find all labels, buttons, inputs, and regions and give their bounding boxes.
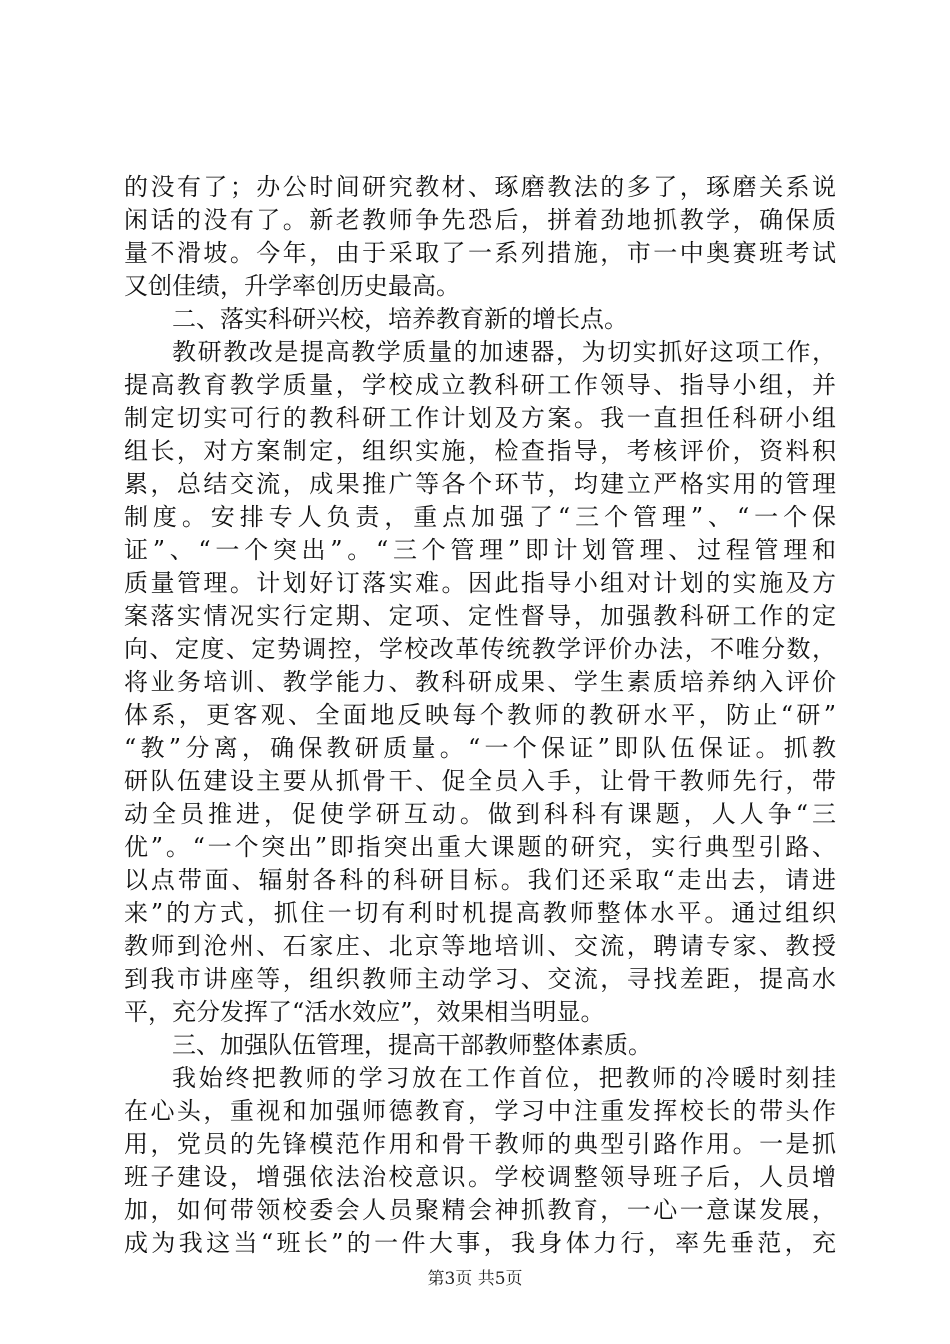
text-line: 将业务培训、教学能力、教科研成果、学生素质培养纳入评价 bbox=[124, 668, 836, 696]
text-line: 到我市讲座等，组织教师主动学习、交流，寻找差距，提高水 bbox=[124, 965, 836, 993]
text-line: 的没有了；办公时间研究教材、琢磨教法的多了，琢磨关系说 bbox=[124, 173, 836, 201]
text-line: 以点带面、辐射各科的科研目标。我们还采取“走出去，请进 bbox=[124, 866, 836, 894]
text-line: 优”。“一个突出”即指突出重大课题的研究，实行典型引路、 bbox=[124, 833, 836, 861]
text-line: 累，总结交流，成果推广等各个环节，均建立严格实用的管理 bbox=[124, 470, 836, 498]
text-line: 研队伍建设主要从抓骨干、促全员入手，让骨干教师先行，带 bbox=[124, 767, 836, 795]
text-line: 质量管理。计划好订落实难。因此指导小组对计划的实施及方 bbox=[124, 569, 836, 597]
text-line: 班子建设，增强依法治校意识。学校调整领导班子后，人员增 bbox=[124, 1163, 836, 1191]
text-line: 证”、“一个突出”。“三个管理”即计划管理、过程管理和 bbox=[124, 536, 836, 564]
page-footer: 第3页 共5页 bbox=[427, 1269, 523, 1289]
text-line: 制度。安排专人负责，重点加强了“三个管理”、“一个保 bbox=[124, 503, 836, 531]
text-line: 提高教育教学质量，学校成立教科研工作领导、指导小组，并 bbox=[124, 371, 836, 399]
text-line: 三、加强队伍管理，提高干部教师整体素质。 bbox=[172, 1031, 652, 1059]
text-line: “教”分离，确保教研质量。“一个保证”即队伍保证。抓教 bbox=[124, 734, 836, 762]
text-line: 二、落实科研兴校，培养教育新的增长点。 bbox=[172, 305, 628, 333]
text-line: 闲话的没有了。新老教师争先恐后，拼着劲地抓教学，确保质 bbox=[124, 206, 836, 234]
text-line: 组长，对方案制定，组织实施，检查指导，考核评价，资料积 bbox=[124, 437, 836, 465]
text-line: 教师到沧州、石家庄、北京等地培训、交流，聘请专家、教授 bbox=[124, 932, 836, 960]
text-line: 用，党员的先锋模范作用和骨干教师的典型引路作用。一是抓 bbox=[124, 1130, 836, 1158]
text-line: 制定切实可行的教科研工作计划及方案。我一直担任科研小组 bbox=[124, 404, 836, 432]
text-line: 平，充分发挥了“活水效应”，效果相当明显。 bbox=[124, 998, 605, 1026]
text-line: 成为我这当“班长”的一件大事，我身体力行，率先垂范，充 bbox=[124, 1229, 836, 1257]
text-line: 我始终把教师的学习放在工作首位，把教师的冷暖时刻挂 bbox=[172, 1064, 836, 1092]
text-line: 动全员推进，促使学研互动。做到科科有课题，人人争“三 bbox=[124, 800, 836, 828]
text-line: 量不滑坡。今年，由于采取了一系列措施，市一中奥赛班考试 bbox=[124, 239, 836, 267]
text-line: 加，如何带领校委会人员聚精会神抓教育，一心一意谋发展， bbox=[124, 1196, 836, 1224]
text-line: 向、定度、定势调控，学校改革传统教学评价办法，不唯分数， bbox=[124, 635, 836, 663]
text-line: 在心头，重视和加强师德教育，学习中注重发挥校长的带头作 bbox=[124, 1097, 836, 1125]
text-line: 案落实情况实行定期、定项、定性督导，加强教科研工作的定 bbox=[124, 602, 836, 630]
body-text bbox=[124, 171, 836, 1260]
text-line: 教研教改是提高教学质量的加速器，为切实抓好这项工作， bbox=[172, 338, 836, 366]
text-line: 体系，更客观、全面地反映每个教师的教研水平，防止“研” bbox=[124, 701, 836, 729]
text-line: 又创佳绩，升学率创历史最高。 bbox=[124, 272, 460, 300]
text-line: 来”的方式，抓住一切有利时机提高教师整体水平。通过组织 bbox=[124, 899, 836, 927]
